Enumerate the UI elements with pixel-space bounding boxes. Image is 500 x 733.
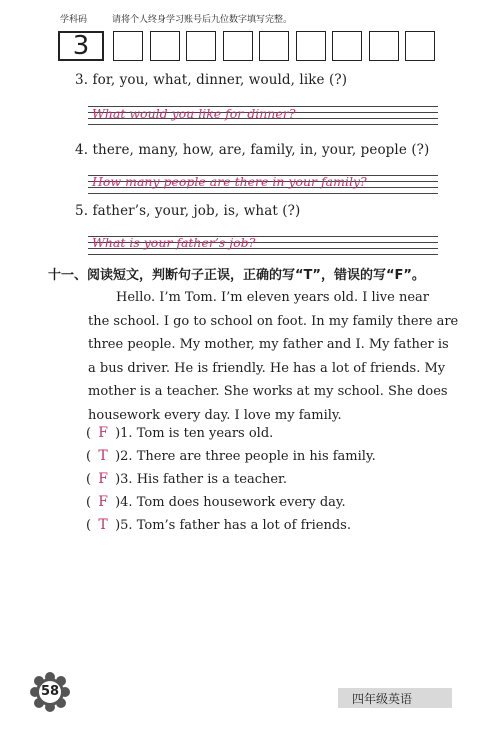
section-11-title: 十一、阅读短文，判断句子正误，正确的写“T”，错误的写“F”。 <box>48 268 425 283</box>
answer-mark[interactable]: F <box>98 425 108 441</box>
header-instruction: 请将个人终身学习账号后九位数字填写完整。 <box>112 15 293 25</box>
passage-line: Hello. I’m Tom. I’m eleven years old. I live near <box>116 290 429 305</box>
item-text: His father is a teacher. <box>136 472 287 487</box>
reading-passage <box>88 286 478 427</box>
question-prompt-text: father’s, your, job, is, what (?) <box>92 203 301 219</box>
item-number: 5. <box>120 518 133 533</box>
subject-code-box: 3 <box>58 31 104 61</box>
id-digit-cell[interactable] <box>223 31 253 61</box>
item-text: Tom’s father has a lot of friends. <box>136 518 351 533</box>
question-5-answer[interactable]: What is your father’s job? <box>92 235 256 250</box>
answer-mark[interactable]: F <box>98 471 108 487</box>
item-text: Tom is ten years old. <box>136 426 274 441</box>
grade-label: 四年级英语 <box>352 692 413 706</box>
page-number-badge <box>28 672 72 712</box>
tf-item-4: ( F )4. Tom does housework every day. <box>86 494 346 510</box>
id-digit-cell[interactable] <box>405 31 435 61</box>
tf-item-1: ( F )1. Tom is ten years old. <box>86 425 274 441</box>
item-number: 4. <box>120 495 133 510</box>
item-text: Tom does housework every day. <box>136 495 346 510</box>
question-4-prompt <box>75 142 429 158</box>
page-number: 58 <box>40 684 60 699</box>
question-3-prompt <box>75 72 347 88</box>
item-text: There are three people in his family. <box>136 449 376 464</box>
item-number: 1. <box>120 426 133 441</box>
passage-line: the school. I go to school on foot. In my family there are <box>88 313 459 329</box>
question-number: 3. <box>75 72 89 88</box>
item-number: 3. <box>120 472 133 487</box>
tf-item-5: ( T )5. Tom’s father has a lot of friends. <box>86 517 351 533</box>
question-prompt-text: there, many, how, are, family, in, your, people (?) <box>92 142 430 158</box>
answer-mark[interactable]: T <box>98 448 108 464</box>
id-digit-cell[interactable] <box>150 31 180 61</box>
question-number: 4. <box>75 142 89 158</box>
answer-mark[interactable]: T <box>98 517 108 533</box>
question-prompt-text: for, you, what, dinner, would, like (?) <box>92 72 348 88</box>
answer-mark[interactable]: F <box>98 494 108 510</box>
question-3-answer[interactable]: What would you like for dinner? <box>92 106 296 121</box>
passage-line: housework every day. I love my family. <box>88 407 342 423</box>
item-number: 2. <box>120 449 133 464</box>
question-4-answer[interactable]: How many people are there in your family? <box>92 174 367 189</box>
id-digit-cell[interactable] <box>186 31 216 61</box>
passage-line: a bus driver. He is friendly. He has a lot of friends. My <box>88 360 446 376</box>
tf-item-3: ( F )3. His father is a teacher. <box>86 471 287 487</box>
passage-line: three people. My mother, my father and I. My father is <box>88 337 449 352</box>
id-digit-cell[interactable] <box>296 31 326 61</box>
tf-item-2: ( T )2. There are three people in his family. <box>86 448 376 464</box>
question-number: 5. <box>75 203 89 219</box>
id-digit-cell[interactable] <box>259 31 289 61</box>
id-digit-cell[interactable] <box>332 31 362 61</box>
id-digit-cell[interactable] <box>113 31 143 61</box>
id-digit-cell[interactable] <box>369 31 399 61</box>
question-5-prompt <box>75 203 300 219</box>
passage-line: mother is a teacher. She works at my school. She does <box>88 384 448 399</box>
subject-code-label: 学科码 <box>60 15 88 25</box>
